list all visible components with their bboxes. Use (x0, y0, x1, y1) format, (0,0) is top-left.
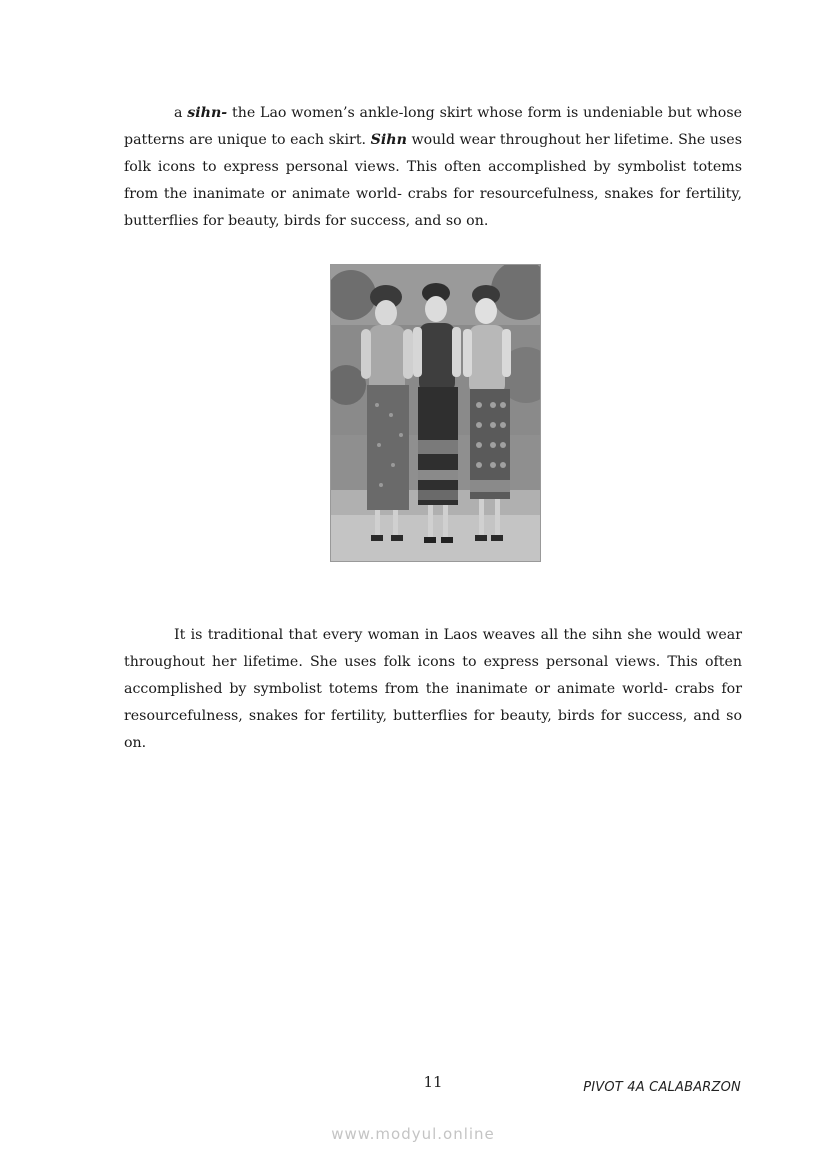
watermark: www.modyul.online (331, 1125, 495, 1143)
paragraph-sihn-tradition: It is traditional that every woman in Laos weaves all the sihn she would wear throughout her lifetime. She uses folk icons to express personal views. This often accomplished by symbolist totems from the inanimate or animate world- crabs for resourcefulness, snakes for fertility, butterflies for beauty, birds for success, and so on. (124, 627, 742, 751)
term-sihn-capital: Sihn (370, 132, 407, 148)
paragraph-text-part2: would wear throughout her lifetime. She uses folk icons to express personal views. This often accomplished by symbolist totems from the inanimate or animate world- crabs for resourcefulness, snakes for fertility, butterflies for beauty, birds for success, and so on. (124, 132, 742, 229)
lao-women-photo (330, 264, 541, 562)
page-number: 11 (423, 1073, 443, 1091)
term-sihn: sihn- (187, 105, 228, 121)
footer-brand: PIVOT 4A CALABARZON (583, 1080, 741, 1095)
paragraph-text-part1: the Lao women’s ankle-long skirt whose form is undeniable but whose patterns are unique to each skirt. (124, 105, 743, 148)
paragraph-lead: a (174, 105, 188, 121)
paragraph-sihn-definition (124, 100, 742, 235)
